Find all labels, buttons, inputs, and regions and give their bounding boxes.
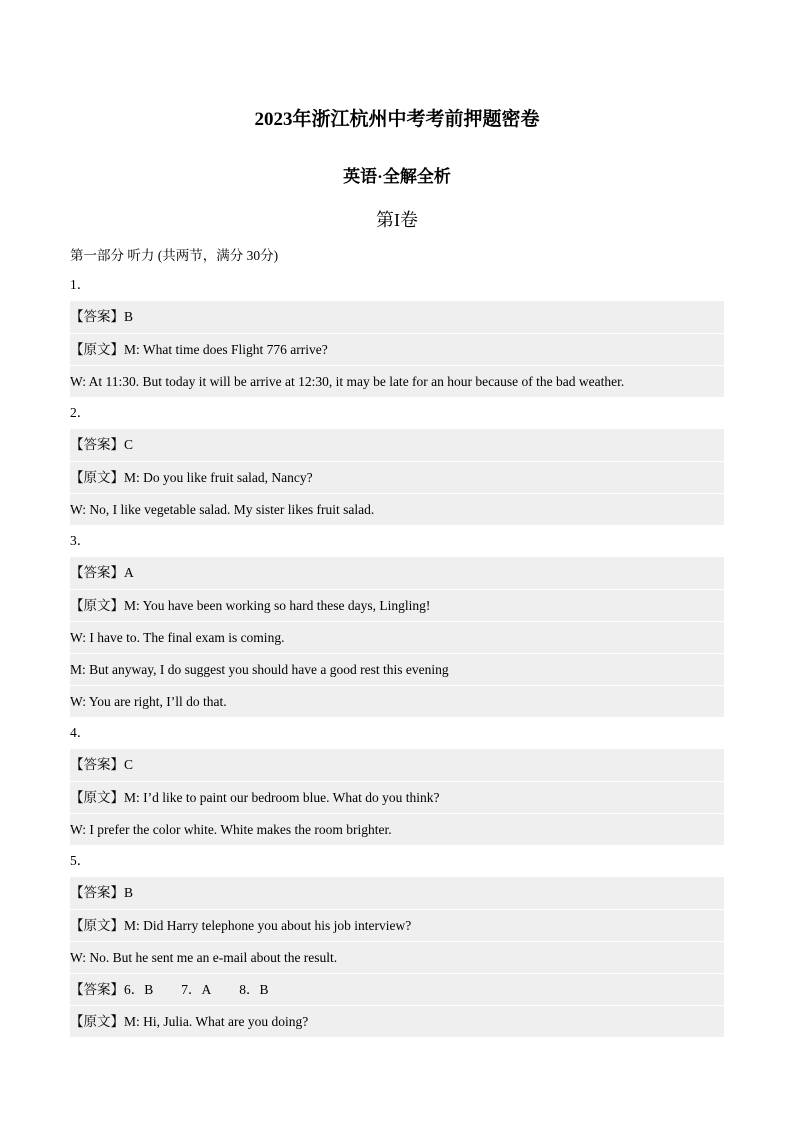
page-subtitle: 英语·全解全析 xyxy=(343,167,451,186)
answer-line: 【答案】B xyxy=(70,885,134,900)
answer-label: 【答案】 xyxy=(70,982,124,997)
part-heading: 第一部分 听力 (共两节，满分 30分) xyxy=(70,248,279,263)
volume-heading: 第I卷 xyxy=(376,210,418,230)
transcript-line: 【原文】M: You have been working so hard these days, Lingling! xyxy=(70,589,724,621)
question-number: 1． xyxy=(70,277,91,292)
answer-item: 7．A xyxy=(181,982,212,997)
transcript-line: W: No, I like vegetable salad. My sister likes fruit salad. xyxy=(70,493,724,525)
question-number: 2． xyxy=(70,405,91,420)
transcript-line: 【原文】M: Did Harry telephone you about his job interview? xyxy=(70,909,724,941)
question-number: 5． xyxy=(70,853,91,868)
transcript-line: 【原文】M: Do you like fruit salad, Nancy? xyxy=(70,461,724,493)
transcript-line: W: At 11:30. But today it will be arrive at 12:30, it may be late for an hour because of the bad weather. xyxy=(70,365,724,397)
transcript-line: W: No. But he sent me an e-mail about the result. xyxy=(70,941,724,973)
answer-item: 6．B xyxy=(124,982,154,997)
answer-line: 【答案】C xyxy=(70,757,134,772)
answer-block xyxy=(70,749,724,845)
transcript-line: W: I prefer the color white. White makes the room brighter. xyxy=(70,813,724,845)
transcript-line: 【原文】M: Hi, Julia. What are you doing? xyxy=(70,1005,724,1037)
transcript-line: 【原文】M: I’d like to paint our bedroom blue. What do you think? xyxy=(70,781,724,813)
transcript-line: M: But anyway, I do suggest you should have a good rest this evening xyxy=(70,653,724,685)
answer-line: 【答案】A xyxy=(70,565,134,580)
answer-block xyxy=(70,301,724,397)
answer-list xyxy=(70,269,724,1037)
transcript-line: W: I have to. The final exam is coming. xyxy=(70,621,724,653)
question-number: 4． xyxy=(70,725,91,740)
answer-line: 【答案】B xyxy=(70,309,134,324)
answer-item: 8．B xyxy=(239,982,269,997)
transcript-line: 【原文】M: What time does Flight 776 arrive? xyxy=(70,333,724,365)
group-answer-line xyxy=(70,973,724,1005)
question-number: 3． xyxy=(70,533,91,548)
answer-block xyxy=(70,429,724,525)
page-title: 2023年浙江杭州中考考前押题密卷 xyxy=(254,109,540,130)
transcript-line: W: You are right, I’ll do that. xyxy=(70,685,724,717)
answer-block xyxy=(70,877,724,1037)
answer-line: 【答案】C xyxy=(70,437,134,452)
answer-block xyxy=(70,557,724,717)
